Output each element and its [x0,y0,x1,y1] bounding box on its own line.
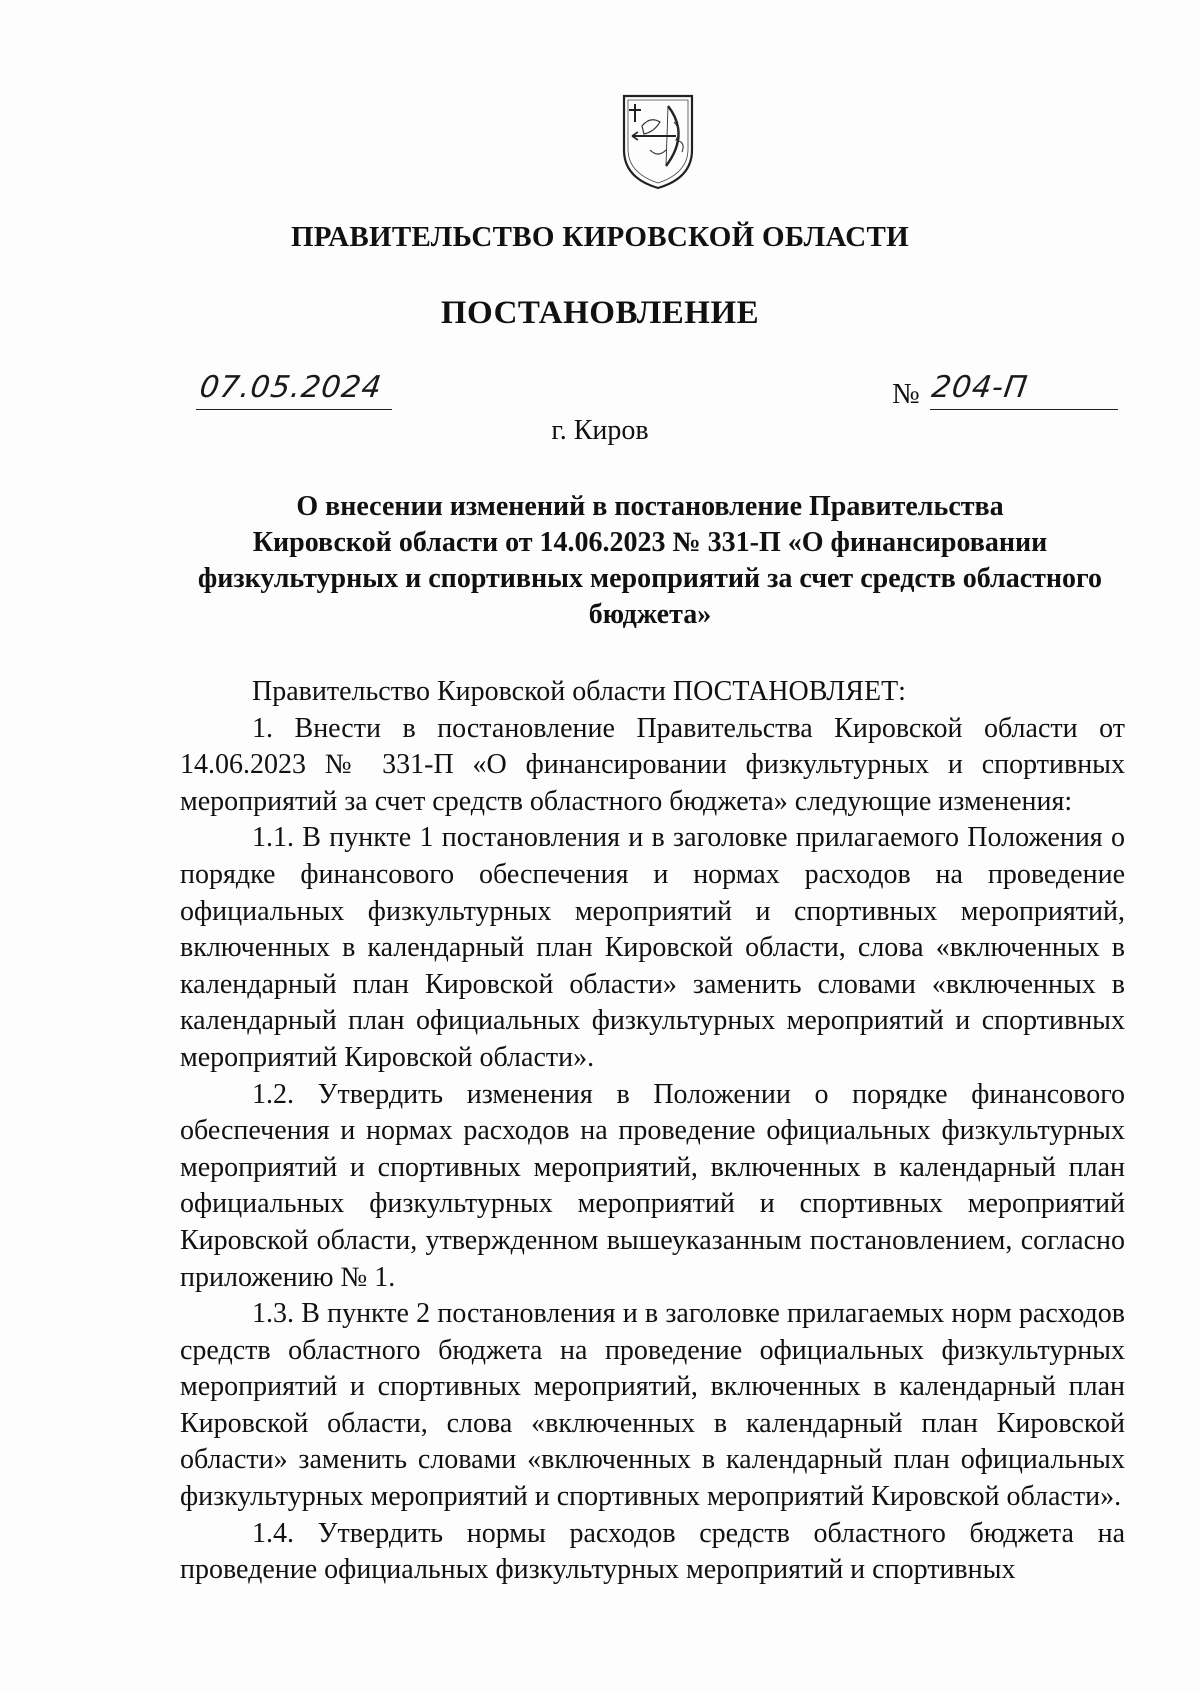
kirov-coat-of-arms-icon [620,92,696,192]
clause-1-2: 1.2. Утвердить изменения в Положении о порядке финансового обеспечения и нормах расходов на проведение официальных физкультурных мероприятий и спортивных мероприятий, включенных в календарный план официальных физкультурных мероприятий и спортивных мероприятий Кировской области, утвержденном вышеуказанным постановлением, согласно приложению № 1. [180,1078,1125,1293]
document-body [180,674,1125,1589]
subject-line: физкультурных и спортивных мероприятий за счет средств областного [197,563,1103,594]
government-name: ПРАВИТЕЛЬСТВО КИРОВСКОЙ ОБЛАСТИ [290,221,910,253]
document-number-field [929,370,1118,410]
issue-city: г. Киров [551,415,649,446]
subject-line: Кировской области от 14.06.2023 № 331-П «О финансировании [252,527,1048,558]
clause-1-3: 1.3. В пункте 2 постановления и в заголовке прилагаемых норм расходов средств областного бюджета на проведение официальных физкультурных мероприятий и спортивных мероприятий, включенных в календарный план Кировской области, слова «включенных в календарный план Кировской области» заменить словами «включенных в календарный план официальных физкультурных мероприятий и спортивных мероприятий Кировской области». [180,1298,1125,1513]
clause-1-4: 1.4. Утвердить нормы расходов средств областного бюджета на проведение официальных физкультурных мероприятий и спортивных [180,1517,1125,1586]
document-type-title: ПОСТАНОВЛЕНИЕ [440,295,760,331]
document-number: 204-П [929,370,1031,405]
clause-1: 1. Внести в постановление Правительства Кировской области от 14.06.2023 № 331-П «О финансировании физкультурных и спортивных мероприятий за счет средств областного бюджета» следующие изменения: [180,712,1125,817]
document-date: 07.05.2024 [197,370,385,405]
document-date-field [196,370,392,410]
resolution-lead: Правительство Кировской области ПОСТАНОВЛЯЕТ: [252,676,906,707]
clause-1-1: 1.1. В пункте 1 постановления и в заголовке прилагаемого Положения о порядке финансового обеспечения и нормах расходов на проведение официальных физкультурных мероприятий и спортивных мероприятий, включенных в календарный план Кировской области, слова «включенных в календарный план Кировской области» заменить словами «включенных в календарный план официальных физкультурных мероприятий и спортивных мероприятий Кировской области». [180,822,1125,1073]
subject-line: О внесении изменений в постановление Правительства [296,491,1004,522]
subject-line: бюджета» [588,599,712,630]
number-sign: № [892,378,920,410]
document-subject [180,489,1120,633]
